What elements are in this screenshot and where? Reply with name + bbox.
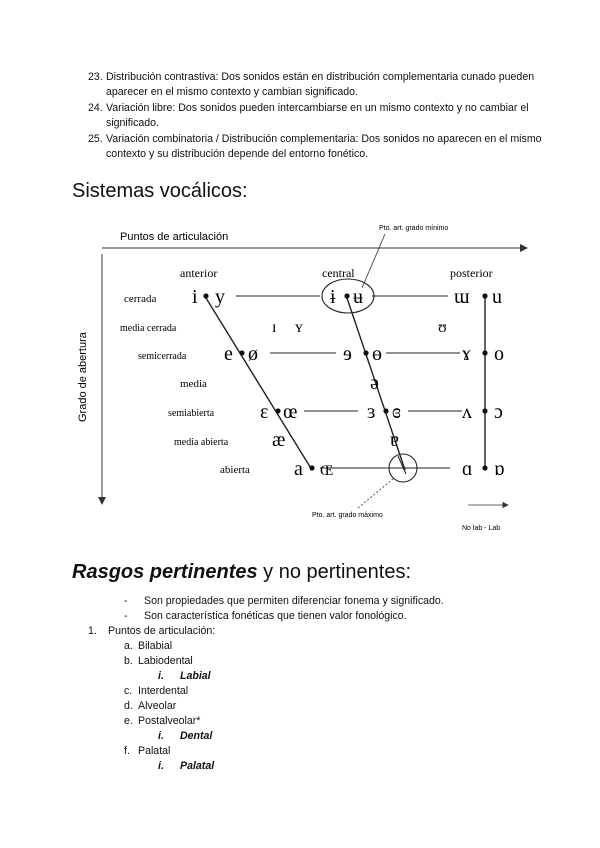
note-max-leader — [358, 478, 394, 508]
heading-rest-part: y no pertinentes: — [257, 561, 412, 583]
vowel-dot — [363, 350, 368, 355]
column-label-posterior: posterior — [450, 266, 493, 280]
vowel-epsilon: ɛ — [260, 401, 269, 423]
vowel-symbols — [192, 286, 504, 480]
item-text: Son propiedades que permiten diferenciar fonema y significado. — [144, 595, 444, 607]
articulation-outline — [88, 624, 215, 774]
section-heading-traits — [72, 561, 411, 584]
circle-max-tick — [398, 456, 406, 474]
outline-item-interdental — [88, 684, 215, 699]
vowel-open-o: ɔ — [494, 401, 503, 423]
outline-subitem-dental — [88, 729, 215, 744]
traits-dash-list — [124, 594, 444, 624]
vowel-closed-reversed-epsilon: ɞ — [392, 401, 401, 423]
row-label-media-abierta: media abierta — [174, 437, 229, 448]
vowel-small-cap-oe: Œ — [320, 463, 334, 479]
vowel-ash: æ — [272, 429, 286, 451]
vowel-turned-v: ʌ — [462, 401, 472, 423]
note-lab: No lab - Lab — [462, 525, 501, 532]
vowel-ram-horns: ɤ — [462, 343, 471, 365]
dash-mark: - — [124, 595, 128, 607]
outline-item-alveolar — [88, 699, 215, 714]
vowel-turned-a: ɐ — [390, 429, 399, 451]
item-number: i. — [158, 760, 164, 772]
vowel-a: a — [294, 458, 303, 480]
vowel-i: i — [192, 286, 198, 308]
vowel-barred-i: ɨ — [330, 286, 336, 308]
item-text: Labiodental — [138, 655, 193, 667]
item-number: 23. — [88, 71, 103, 83]
row-label-media-cerrada: media cerrada — [120, 323, 177, 334]
vowel-dot — [482, 465, 487, 470]
vowel-barred-o: ɵ — [372, 343, 382, 365]
vowel-small-cap-y: ʏ — [295, 319, 303, 336]
note-min: Pto. art. grado mínimo — [379, 225, 449, 232]
list-item — [72, 132, 542, 162]
definitions-list — [72, 70, 542, 163]
item-text: Variación combinatoria / Distribución complementaria: Dos sonidos no aparecen en el mismo contexto y su distribución depende del entorno fonético. — [106, 133, 542, 160]
vowel-turned-script-a: ɒ — [494, 458, 505, 480]
item-number: b. — [124, 655, 133, 667]
vowel-dot — [482, 408, 487, 413]
vowel-dot — [309, 465, 314, 470]
item-text: Postalveolar* — [138, 715, 201, 727]
item-text: Dental — [180, 730, 213, 742]
vowel-u: u — [492, 286, 502, 308]
note-max: Pto. art. grado máximo — [312, 512, 383, 519]
vowel-reversed-epsilon: ɜ — [367, 401, 376, 423]
row-label-semicerrada: semicerrada — [138, 351, 187, 362]
outline-item-postalveolar — [88, 714, 215, 729]
item-text: Labial — [180, 670, 211, 682]
vowel-turned-m: ɯ — [454, 286, 470, 308]
item-number: f. — [124, 745, 130, 757]
item-text: Bilabial — [138, 640, 173, 652]
item-text: Alveolar — [138, 700, 177, 712]
vowel-o-slash: ø — [248, 343, 258, 365]
list-item — [72, 101, 542, 131]
outline-level1 — [88, 624, 215, 639]
vowel-dot — [344, 293, 349, 298]
item-number: i. — [158, 730, 164, 742]
column-label-anterior: anterior — [180, 266, 218, 280]
row-label-abierta: abierta — [220, 464, 250, 476]
vowel-oe: œ — [283, 401, 298, 423]
column-label-central: central — [322, 266, 355, 280]
vowel-schwa: ə — [370, 372, 379, 394]
item-number: i. — [158, 670, 164, 682]
list-item — [124, 594, 444, 609]
vowel-e: e — [224, 343, 233, 365]
outline-item-palatal — [88, 744, 215, 759]
item-number: 24. — [88, 102, 103, 114]
vowel-dot — [482, 350, 487, 355]
item-number: 25. — [88, 133, 103, 145]
vowel-barred-u: ʉ — [353, 286, 363, 308]
item-text: Interdental — [138, 685, 189, 697]
section-heading-vowels: Sistemas vocálicos: — [72, 180, 248, 202]
row-label-media: media — [180, 378, 207, 390]
vowel-script-a: ɑ — [462, 458, 473, 480]
row-label-cerrada: cerrada — [124, 293, 157, 305]
note-min-leader — [362, 234, 385, 288]
item-text: Palatal — [180, 760, 215, 772]
vowel-dot — [275, 408, 280, 413]
row-label-semiabierta: semiabierta — [168, 408, 215, 419]
vowel-chart — [72, 212, 532, 532]
vowel-upsilon: ʊ — [438, 319, 447, 336]
vowel-dot — [239, 350, 244, 355]
outline-item-labiodental — [88, 654, 215, 669]
vowel-y: y — [215, 286, 225, 308]
outline-subitem-labial — [88, 669, 215, 684]
item-text: Puntos de articulación: — [108, 625, 216, 637]
y-axis-label: Grado de abertura — [77, 332, 89, 422]
item-number: 1. — [88, 625, 97, 637]
vowel-dot — [203, 293, 208, 298]
item-number: e. — [124, 715, 133, 727]
vowel-o: o — [494, 343, 504, 365]
list-item — [124, 609, 444, 624]
outline-subitem-palatal — [88, 759, 215, 774]
heading-bold-part: Rasgos pertinentes — [72, 561, 258, 583]
item-text: Variación libre: Dos sonidos pueden intercambiarse en un mismo contexto y no cambiar el significado. — [106, 102, 529, 129]
outline-item-bilabial — [88, 639, 215, 654]
list-item — [72, 70, 542, 100]
item-number: d. — [124, 700, 133, 712]
item-text: Palatal — [138, 745, 171, 757]
dash-mark: - — [124, 610, 128, 622]
item-number: c. — [124, 685, 133, 697]
vowel-small-cap-i: ɪ — [272, 319, 277, 336]
x-axis-label: Puntos de articulación — [120, 231, 229, 243]
item-text: Son característica fonéticas que tienen valor fonológico. — [144, 610, 407, 622]
item-number: a. — [124, 640, 133, 652]
item-text: Distribución contrastiva: Dos sonidos están en distribución complementaria cunado pueden aparecer en el mismo contexto y cambian significado. — [106, 71, 535, 98]
vowel-dot — [482, 293, 487, 298]
vowel-reversed-e: ɘ — [343, 343, 352, 365]
vowel-dot — [383, 408, 388, 413]
